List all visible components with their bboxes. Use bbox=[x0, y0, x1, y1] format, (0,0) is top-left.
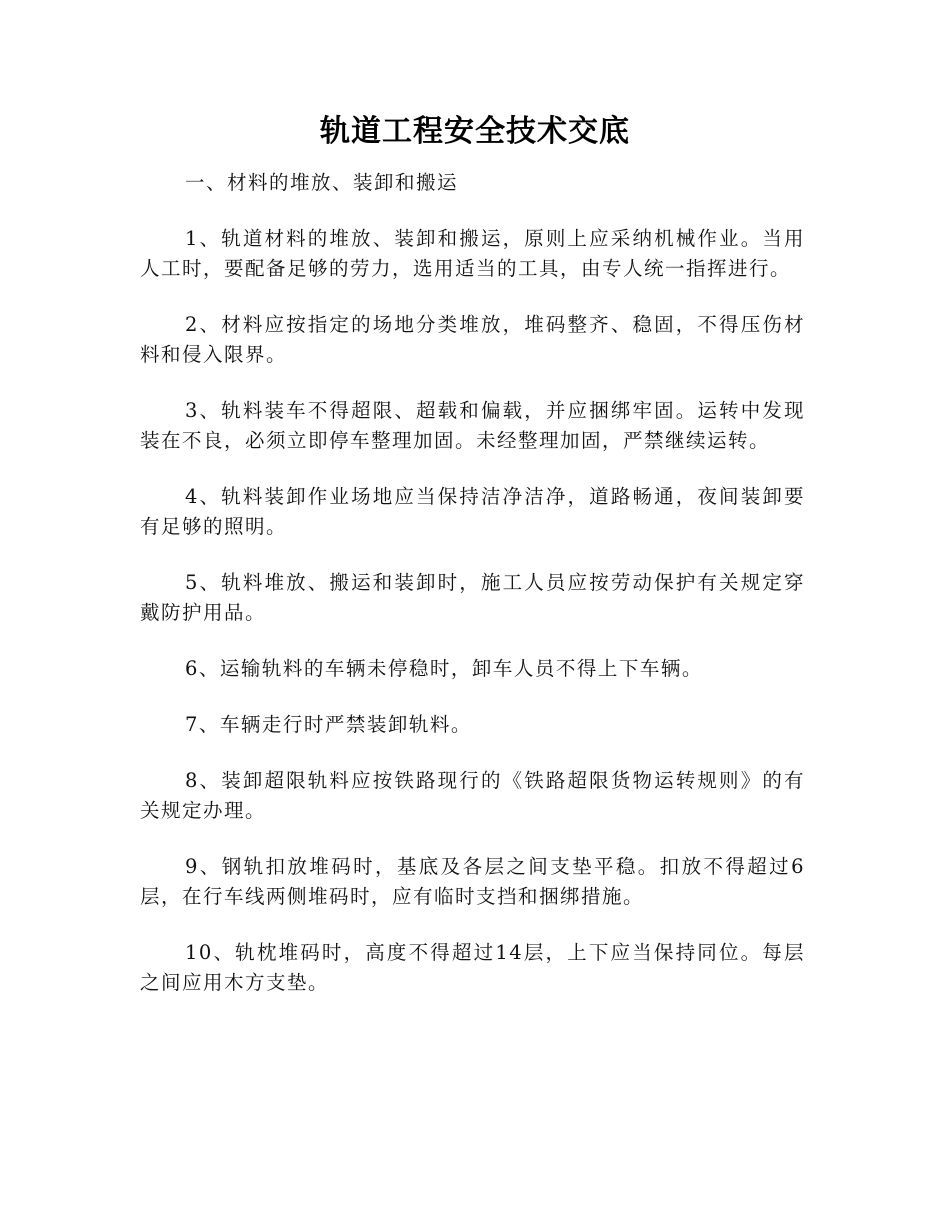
paragraph-6: 6、运输轨料的车辆未停稳时，卸车人员不得上下车辆。 bbox=[185, 657, 703, 680]
paragraph-9: 9、钢轨扣放堆码时，基底及各层之间支垫平稳。扣放不得超过6层，在行车线两侧堆码时，应有临时支挡和捆绑措施。 bbox=[140, 855, 805, 908]
section-heading: 一、材料的堆放、装卸和搬运 bbox=[185, 171, 459, 194]
paragraph-10: 10、轨枕堆码时，高度不得超过14层，上下应当保持同位。每层之间应用木方支垫。 bbox=[140, 941, 805, 994]
paragraph-8: 8、装卸超限轨料应按铁路现行的《铁路超限货物运转规则》的有关规定办理。 bbox=[140, 769, 805, 822]
paragraph-3: 3、轨料装车不得超限、超载和偏载，并应捆绑牢固。运转中发现装在不良，必须立即停车整理加固。未经整理加固，严禁继续运转。 bbox=[140, 399, 805, 452]
document-title: 轨道工程安全技术交底 bbox=[320, 114, 630, 149]
paragraph-1: 1、轨道材料的堆放、装卸和搬运，原则上应采纳机械作业。当用人工时，要配备足够的劳力，选用适当的工具，由专人统一指挥进行。 bbox=[140, 227, 805, 280]
paragraph-7: 7、车辆走行时严禁装卸轨料。 bbox=[185, 713, 472, 736]
paragraph-2: 2、材料应按指定的场地分类堆放，堆码整齐、稳固，不得压伤材料和侵入限界。 bbox=[140, 313, 805, 366]
document-body bbox=[140, 168, 805, 1024]
paragraph-5: 5、轨料堆放、搬运和装卸时，施工人员应按劳动保护有关规定穿戴防护用品。 bbox=[140, 571, 805, 624]
paragraph-4: 4、轨料装卸作业场地应当保持洁净洁净，道路畅通，夜间装卸要有足够的照明。 bbox=[140, 485, 805, 538]
